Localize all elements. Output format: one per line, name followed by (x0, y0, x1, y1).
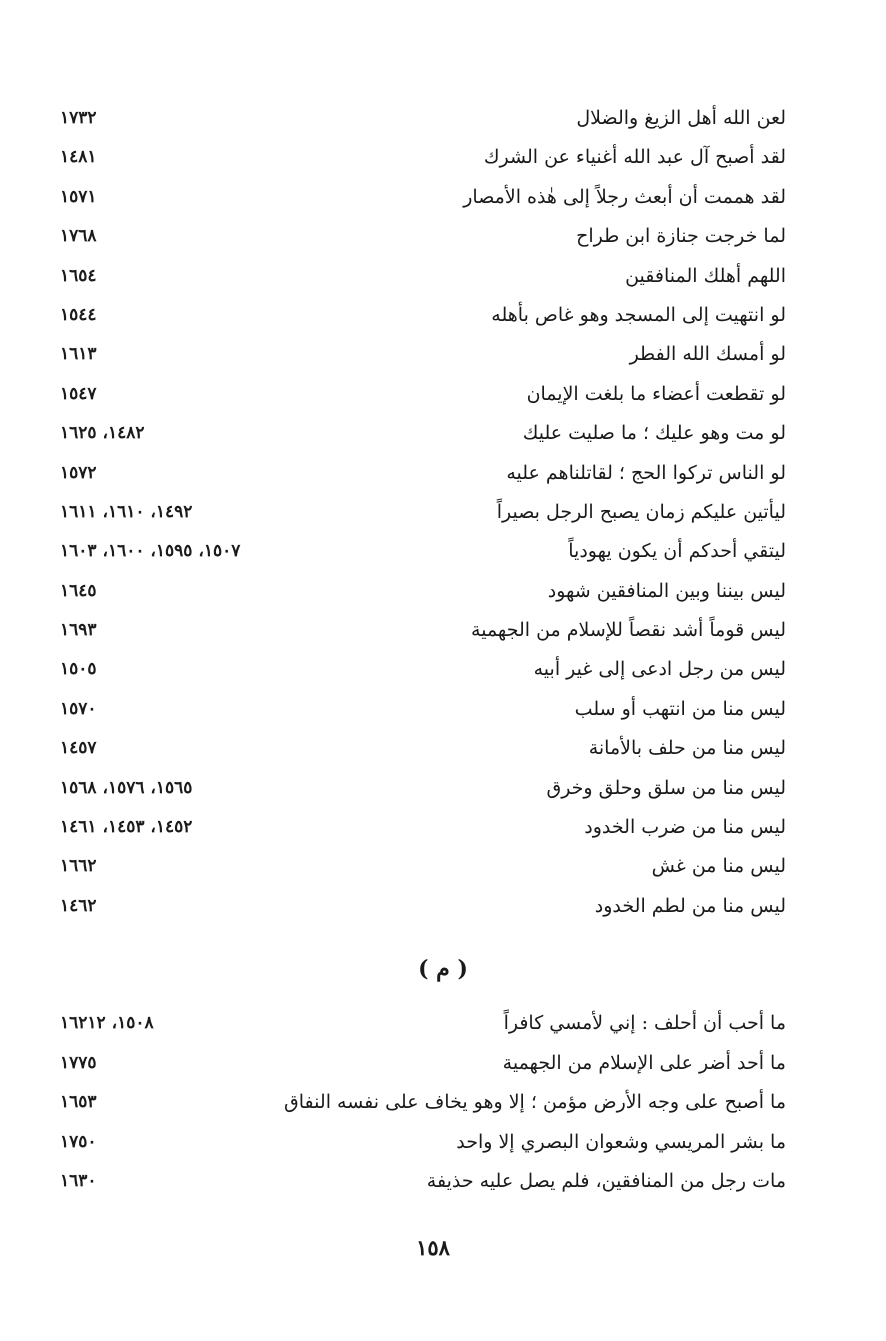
entry-refs: ١٦٦٢ (60, 856, 97, 877)
list-item (60, 691, 786, 730)
entry-text: ليس منا من لطم الخدود (594, 894, 786, 917)
entry-text: لو مت وهو عليك ؛ ما صليت عليك (522, 422, 786, 445)
entry-refs: ١٥٤٧ (60, 383, 97, 404)
list-item (60, 573, 786, 612)
entry-refs: ١٥٠٧، ١٥٩٥، ١٦٠٠، ١٦٠٣ (60, 541, 241, 562)
section-heading: ( م ) (418, 956, 468, 982)
entry-refs: ١٥٦٥، ١٥٧٦، ١٥٦٨ (60, 777, 193, 798)
list-item (60, 770, 786, 809)
entry-text: مات رجل من المنافقين، فلم يصل عليه حذيفة (426, 1170, 786, 1193)
entry-text: لو الناس تركوا الحج ؛ لقاتلناهم عليه (506, 461, 786, 484)
entry-text: ما بشر المريسي وشعوان البصري إلا واحد (456, 1130, 786, 1153)
entry-text: لو أمسك الله الفطر (629, 343, 786, 366)
entry-refs: ١٦٤٥ (60, 580, 97, 601)
list-item (60, 415, 786, 454)
list-item (60, 139, 786, 178)
entry-text: ليس قوماً أشد نقصاً للإسلام من الجهمية (471, 619, 786, 642)
page-number: ١٥٨ (416, 1235, 450, 1260)
list-item (60, 1005, 786, 1045)
entry-refs: ١٤٥٢، ١٤٥٣، ١٤٦١ (60, 817, 193, 838)
entry-refs: ١٥٠٨، ١٦٢١٢ (60, 1013, 154, 1033)
entry-text: ما أحب أن أحلف : إني لأمسي كافراً (503, 1012, 786, 1034)
entries-lam-list (60, 100, 786, 927)
list-item (60, 179, 786, 218)
entry-refs: ١٧٣٢ (60, 108, 97, 128)
entries-mim-list (60, 1005, 786, 1203)
entry-text: ليتقي أحدكم أن يكون يهودياً (568, 540, 786, 563)
entry-text: لقد أصبح آل عبد الله أغنياء عن الشرك (483, 146, 786, 169)
entry-refs: ١٧٦٨ (60, 226, 97, 247)
list-item (60, 494, 786, 533)
entry-text: لعن الله أهل الزيغ والضلال (576, 107, 786, 129)
list-item (60, 1163, 786, 1203)
entry-text: ليس منا من انتهب أو سلب (574, 697, 786, 720)
list-item (60, 218, 786, 257)
entry-text: ليس منا من حلف بالأمانة (588, 737, 786, 760)
list-item (60, 1124, 786, 1164)
list-item (60, 848, 786, 887)
entry-refs: ١٦٣٠ (60, 1171, 97, 1192)
list-item (60, 100, 786, 139)
entry-refs: ١٤٦٢ (60, 895, 97, 916)
list-item (60, 336, 786, 375)
entry-text: ليس منا من غش (651, 855, 786, 878)
entry-text: لو تقطعت أعضاء ما بلغت الإيمان (526, 382, 786, 405)
list-item (60, 730, 786, 769)
entry-refs: ١٤٨٢، ١٦٢٥ (60, 423, 145, 444)
entry-refs: ١٤٨١ (60, 147, 97, 168)
list-item (60, 297, 786, 336)
entry-refs: ١٤٥٧ (60, 738, 97, 759)
list-item (60, 809, 786, 848)
entry-refs: ١٧٥٠ (60, 1131, 97, 1152)
list-item (60, 888, 786, 927)
list-item (60, 533, 786, 572)
entry-refs: ١٦١٣ (60, 344, 97, 365)
entry-refs: ١٥٤٤ (60, 304, 97, 325)
entry-refs: ١٥٧١ (60, 186, 97, 207)
entry-text: لما خرجت جنازة ابن طراح (576, 225, 786, 248)
entry-text: اللهم أهلك المنافقين (625, 264, 786, 287)
entry-refs: ١٥٠٥ (60, 659, 97, 680)
entry-refs: ١٧٧٥ (60, 1052, 97, 1073)
entry-text: ليأتين عليكم زمان يصبح الرجل بصيراً (496, 500, 786, 523)
entry-text: ما أصبح على وجه الأرض مؤمن ؛ إلا وهو يخاف على نفسه النفاق (284, 1091, 786, 1114)
entry-text: ما أحد أضر على الإسلام من الجهمية (502, 1051, 786, 1074)
entry-text: لو انتهيت إلى المسجد وهو غاص بأهله (491, 303, 786, 326)
entry-refs: ١٥٧٠ (60, 698, 97, 719)
entry-refs: ١٦٥٣ (60, 1092, 97, 1113)
list-item (60, 376, 786, 415)
list-item (60, 651, 786, 690)
entry-refs: ١٦٥٤ (60, 265, 97, 286)
entry-text: ليس منا من ضرب الخدود (584, 816, 786, 839)
entry-text: ليس منا من سلق وحلق وخرق (546, 776, 786, 799)
list-item (60, 258, 786, 297)
entry-refs: ١٤٩٢، ١٦١٠، ١٦١١ (60, 501, 193, 522)
entry-text: ليس من رجل ادعى إلى غير أبيه (533, 658, 786, 681)
entry-text: لقد هممت أن أبعث رجلاً إلى هٰذه الأمصار (463, 185, 786, 208)
list-item (60, 1084, 786, 1124)
list-item (60, 1045, 786, 1085)
entry-refs: ١٦٩٣ (60, 620, 97, 641)
entry-text: ليس بيننا وبين المنافقين شهود (547, 579, 786, 602)
list-item (60, 455, 786, 494)
entry-refs: ١٥٧٢ (60, 462, 97, 483)
list-item (60, 612, 786, 651)
